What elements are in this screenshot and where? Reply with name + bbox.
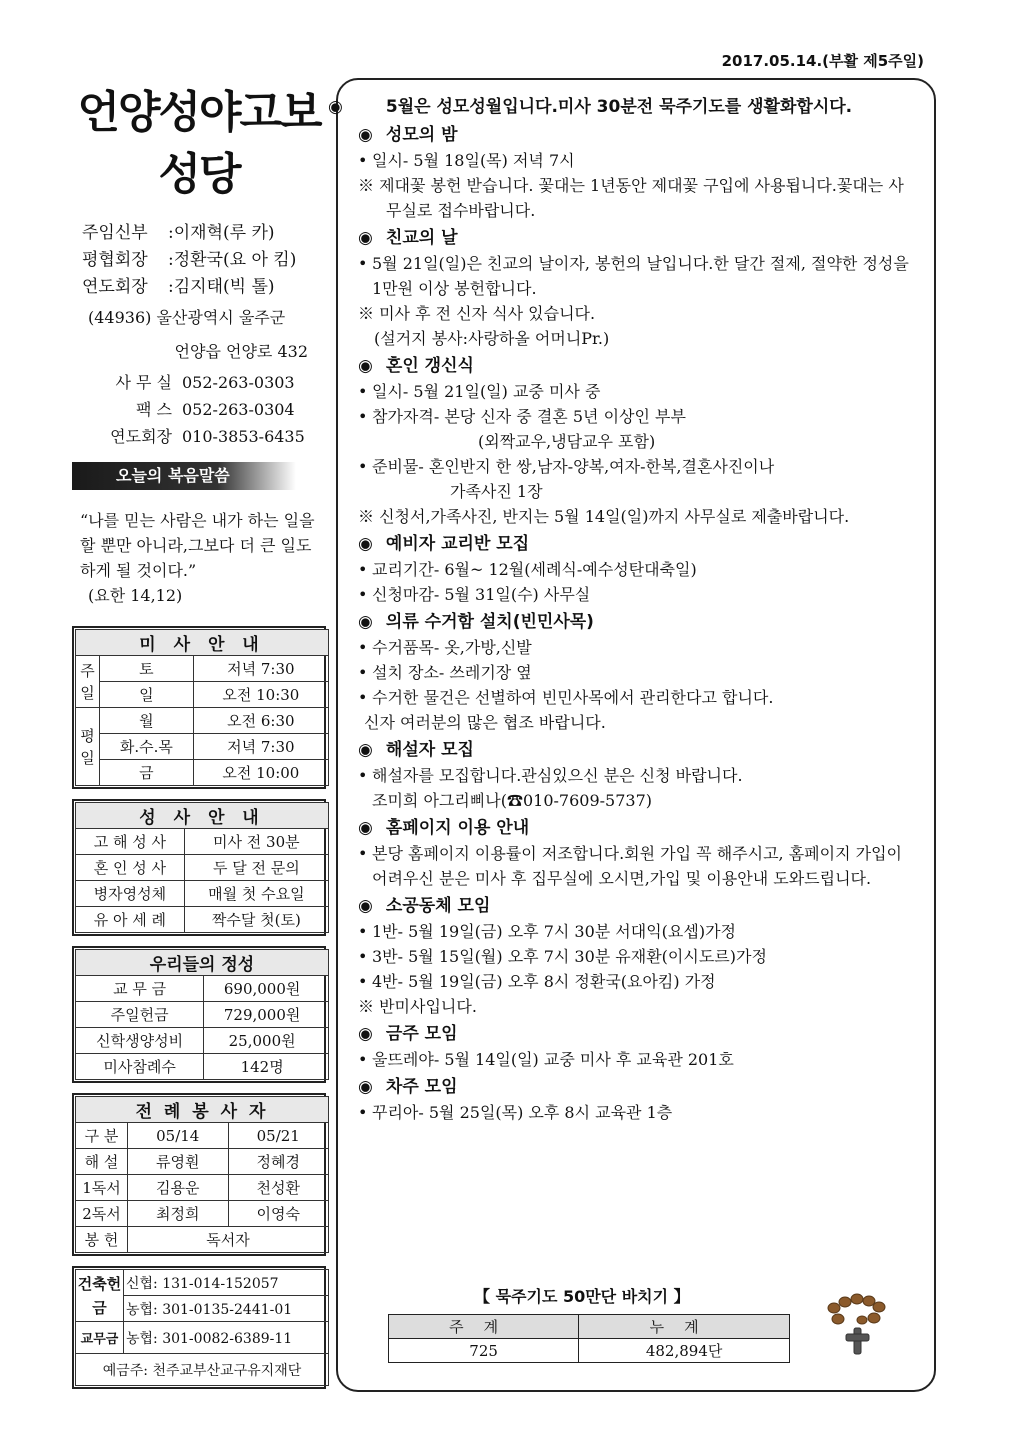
mass-day: 화.수.목 [100, 734, 194, 760]
server-name: 류영훤 [128, 1149, 229, 1175]
section-title [358, 893, 918, 919]
table-row [76, 1322, 329, 1354]
table-row [76, 734, 329, 760]
sacrament-name: 유 아 세 례 [76, 907, 185, 933]
table-row [76, 708, 329, 734]
contact-label: 연도회장 [110, 427, 172, 446]
rosary-icon [824, 1292, 890, 1358]
note: ※ 신청서,가족사진, 반지는 5월 14일(일)까지 사무실로 제출바랍니다. [358, 507, 850, 526]
mass-time: 저녁 7:30 [193, 656, 328, 682]
list-item-text: 꾸리아- 5월 25일(목) 오후 8시 교육관 1층 [372, 1103, 673, 1122]
offering-name: 미사참례수 [76, 1054, 204, 1080]
contact-label: 팩 스 [136, 400, 172, 419]
sacrament-name: 병자영성체 [76, 881, 185, 907]
address-line2: 언양읍 언양로 432 [174, 342, 308, 361]
section-title-text: 금주 모임 [385, 1024, 458, 1044]
list-item-text: 해설자를 모집합니다.관심있으신 분은 신청 바랍니다. [372, 766, 743, 785]
list-bullet-icon: • [358, 1103, 368, 1122]
table-row [76, 1123, 329, 1149]
section-title-text: 차주 모임 [385, 1077, 458, 1097]
list-bullet-icon: • [358, 560, 368, 579]
offering-name: 교 무 금 [76, 976, 204, 1002]
address-line1: (44936) 울산광역시 울주군 [88, 308, 286, 327]
staff-role: 연도회장 [82, 277, 148, 297]
list-item-continuation: (외짝교우,냉담교우 포함) [478, 432, 656, 451]
server-role: 1독서 [76, 1175, 128, 1201]
staff-role: 평협회장 [82, 250, 148, 270]
list-item-text: 일시- 5월 18일(목) 저녁 7시 [372, 151, 575, 170]
section-title [358, 225, 918, 251]
section-title [358, 353, 918, 379]
list-bullet-icon: • [358, 663, 368, 682]
section-bullet-icon: ◉ [358, 740, 373, 760]
headline-text: 5월은 성모성월입니다.미사 30분전 묵주기도를 생활화합시다. [385, 97, 853, 117]
contact-value: 052-263-0304 [182, 400, 295, 419]
dues-label: 교무금 [76, 1322, 124, 1354]
offering-amount: 690,000원 [204, 976, 329, 1002]
contact-person: 조미희 아그리삐나(☎010-7609-5737) [372, 791, 653, 810]
list-bullet-icon: • [358, 407, 368, 426]
account-holder: 예금주: 천주교부산교구유지재단 [76, 1354, 329, 1386]
servers-date: 05/14 [128, 1123, 229, 1149]
offering-amount: 25,000원 [204, 1028, 329, 1054]
contact-row [72, 423, 326, 450]
section-title [358, 531, 918, 557]
list-item [358, 454, 918, 479]
table-row [76, 881, 329, 907]
list-item-text: 참가자격- 본당 신자 중 결혼 5년 이상인 부부 [372, 407, 686, 426]
contact-row [72, 396, 326, 423]
table-row [76, 682, 329, 708]
servers-date: 05/21 [228, 1123, 329, 1149]
list-item-text: 설치 장소- 쓰레기장 옆 [372, 663, 532, 682]
table-row [76, 829, 329, 855]
list-item [358, 841, 918, 891]
list-item [358, 1047, 918, 1072]
list-item [358, 919, 918, 944]
list-item-continuation: 가족사진 1장 [450, 482, 543, 501]
list-item-text: 일시- 5월 21일(일) 교중 미사 중 [372, 382, 601, 401]
gospel-header: 오늘의 복음말씀 [72, 462, 296, 490]
servers-header-label: 구 분 [76, 1123, 128, 1149]
list-bullet-icon: • [358, 457, 368, 476]
rosary-total-value: 482,894단 [579, 1339, 790, 1363]
list-item [358, 557, 918, 582]
table-row [76, 1149, 329, 1175]
list-item-text: 5월 21일(일)은 친교의 날이자, 봉헌의 날입니다.한 달간 절제, 절약한 정성을 1만원 이상 봉헌합니다. [372, 254, 909, 298]
list-item [358, 763, 918, 788]
list-item-text: 교리기간- 6월~ 12월(세례식-예수성탄대축일) [372, 560, 697, 579]
offering-table [72, 946, 326, 1083]
table-row [76, 907, 329, 933]
table-row [76, 1354, 329, 1386]
list-item [358, 635, 918, 660]
list-bullet-icon: • [358, 844, 368, 863]
list-item-text: 신청마감- 5월 31일(수) 사무실 [372, 585, 591, 604]
rosary-title: 【 묵주기도 50만단 바치기 】 [474, 1287, 690, 1306]
list-item [358, 404, 918, 429]
note: ※ 미사 후 전 신자 식사 있습니다. [358, 304, 596, 323]
section-title-text: 소공동체 모임 [385, 896, 491, 916]
mass-time: 오전 10:00 [193, 760, 328, 786]
list-item [358, 251, 918, 301]
table-row [76, 760, 329, 786]
list-bullet-icon: • [358, 766, 368, 785]
offering-name: 주일헌금 [76, 1002, 204, 1028]
staff-name: :이재혁(루 카) [168, 223, 275, 243]
mass-time: 오전 6:30 [193, 708, 328, 734]
parish-name-line2: 성당 [158, 149, 240, 200]
section-bullet-icon: ◉ [358, 818, 373, 838]
mass-group-sunday: 주일 [76, 656, 100, 708]
server-name: 천성환 [228, 1175, 329, 1201]
table-row [76, 1175, 329, 1201]
sacrament-info: 두 달 전 문의 [184, 855, 328, 881]
gospel-text: “나를 믿는 사람은 내가 하는 일을 할 뿐만 아니라,그보다 더 큰 일도 하게 될 것이다.” [80, 511, 315, 580]
sacrament-name: 혼 인 성 사 [76, 855, 185, 881]
account-number: 농협: 301-0082-6389-11 [124, 1322, 329, 1354]
contact-row [72, 369, 326, 396]
table-row [76, 1270, 329, 1296]
server-name: 김용운 [128, 1175, 229, 1201]
section-title [358, 122, 918, 148]
list-bullet-icon: • [358, 1050, 368, 1069]
table-row [76, 1002, 329, 1028]
table-row [389, 1339, 790, 1363]
sacrament-name: 고 해 성 사 [76, 829, 185, 855]
servers-title: 전 례 봉 사 자 [76, 1097, 329, 1123]
mass-day: 토 [100, 656, 194, 682]
list-item [358, 1100, 918, 1125]
table-row [76, 855, 329, 881]
account-table [72, 1266, 326, 1389]
list-bullet-icon: • [358, 922, 368, 941]
section-bullet-icon: ◉ [358, 612, 373, 632]
section-bullet-icon: ◉ [328, 97, 343, 117]
staff-row [72, 247, 326, 274]
server-name: 최정희 [128, 1201, 229, 1227]
mass-schedule-table [72, 626, 326, 789]
list-item [358, 660, 918, 685]
list-item [358, 969, 918, 994]
server-role: 봉 헌 [76, 1227, 128, 1253]
table-row [76, 656, 329, 682]
rosary-table [388, 1314, 790, 1363]
list-item-text: 4반- 5월 19일(금) 오후 8시 정환국(요아킴) 가정 [372, 972, 716, 991]
note: ※ 반미사입니다. [358, 997, 477, 1016]
contact-label: 사 무 실 [115, 373, 172, 392]
section-title-text: 의류 수거함 설치(빈민사목) [385, 612, 594, 632]
section-title [358, 737, 918, 763]
mass-day: 금 [100, 760, 194, 786]
list-item [358, 582, 918, 607]
list-item-text: 1반- 5월 19일(금) 오후 7시 30분 서대익(요셉)가정 [372, 922, 736, 941]
sacrament-table [72, 799, 326, 936]
list-item [358, 379, 918, 404]
staff-name: :김지태(빅 톨) [168, 277, 275, 297]
list-item [358, 944, 918, 969]
list-bullet-icon: • [358, 254, 368, 273]
mass-day: 월 [100, 708, 194, 734]
section-bullet-icon: ◉ [358, 356, 373, 376]
table-row [76, 1227, 329, 1253]
list-item-text: 수거한 물건은 선별하여 빈민사목에서 관리한다고 합니다. [372, 688, 774, 707]
contact-value: 010-3853-6435 [182, 427, 305, 446]
list-item [358, 148, 918, 173]
address [72, 301, 326, 369]
parish-name-line1: 언양성야고보 [77, 87, 321, 138]
notice-panel [328, 78, 936, 1392]
list-item-text: 본당 홈페이지 이용률이 저조합니다.회원 가입 꼭 해주시고, 홈페이지 가입이 어려우신 분은 미사 후 집무실에 오시면,가입 및 이용안내 도와드립니다. [372, 844, 902, 888]
list-bullet-icon: • [358, 972, 368, 991]
gospel-quote [72, 508, 326, 608]
staff-row [72, 274, 326, 301]
list-bullet-icon: • [358, 151, 368, 170]
list-item-text: 울뜨레야- 5월 14일(일) 교중 미사 후 교육관 201호 [372, 1050, 734, 1069]
section-title-text: 혼인 갱신식 [385, 356, 474, 376]
mass-day: 일 [100, 682, 194, 708]
list-item [358, 685, 918, 710]
offering-amount: 142명 [204, 1054, 329, 1080]
server-name: 독서자 [128, 1227, 329, 1253]
table-row [76, 1054, 329, 1080]
table-row [76, 1201, 329, 1227]
sacrament-title: 성 사 안 내 [76, 803, 329, 829]
table-row [76, 1028, 329, 1054]
gospel-reference: (요한 14,12) [88, 586, 183, 605]
table-row [76, 976, 329, 1002]
server-role: 해 설 [76, 1149, 128, 1175]
section-title-text: 친교의 날 [385, 228, 458, 248]
staff-role: 주임신부 [82, 223, 148, 243]
list-bullet-icon: • [358, 638, 368, 657]
left-column [72, 82, 326, 1389]
section-title-text: 예비자 교리반 모집 [385, 534, 530, 554]
section-title-text: 해설자 모집 [385, 740, 474, 760]
account-number: 농협: 301-0135-2441-01 [124, 1296, 329, 1322]
section-bullet-icon: ◉ [358, 125, 373, 145]
server-name: 정혜경 [228, 1149, 329, 1175]
section-bullet-icon: ◉ [358, 1077, 373, 1097]
bulletin-date: 2017.05.14.(부활 제5주일) [721, 52, 924, 70]
rosary-week-value: 725 [389, 1339, 579, 1363]
staff-row [72, 220, 326, 247]
mass-time: 저녁 7:30 [193, 734, 328, 760]
sacrament-info: 미사 전 30분 [184, 829, 328, 855]
list-item-text: 준비물- 혼인반지 한 쌍,남자-양복,여자-한복,결혼사진이나 [372, 457, 775, 476]
building-fund-label: 건축헌금 [76, 1270, 124, 1322]
liturgy-servers-table [72, 1093, 326, 1256]
account-number: 신협: 131-014-152057 [124, 1270, 329, 1296]
sacrament-info: 매월 첫 수요일 [184, 881, 328, 907]
list-item-continuation: 신자 여러분의 많은 협조 바랍니다. [364, 713, 606, 732]
server-role: 2독서 [76, 1201, 128, 1227]
list-item-text: 3반- 5월 15일(월) 오후 7시 30분 유재환(이시도르)가정 [372, 947, 767, 966]
rosary-total-header: 누계 [579, 1315, 790, 1339]
section-title-text: 성모의 밤 [385, 125, 458, 145]
section-bullet-icon: ◉ [358, 228, 373, 248]
section-bullet-icon: ◉ [358, 534, 373, 554]
contact-value: 052-263-0303 [182, 373, 295, 392]
section-title [358, 1021, 918, 1047]
server-name: 이영숙 [228, 1201, 329, 1227]
section-bullet-icon: ◉ [358, 1024, 373, 1044]
list-bullet-icon: • [358, 382, 368, 401]
note: ※ 제대꽃 봉헌 받습니다. 꽃대는 1년동안 제대꽃 구입에 사용됩니다.꽃대는 사무실로 접수바랍니다. [358, 176, 904, 220]
section-bullet-icon: ◉ [358, 896, 373, 916]
mass-group-weekday: 평일 [76, 708, 100, 786]
offering-title: 우리들의 정성 [76, 950, 329, 976]
mass-title: 미 사 안 내 [76, 630, 329, 656]
offering-name: 신학생양성비 [76, 1028, 204, 1054]
rosary-week-header: 주계 [389, 1315, 579, 1339]
sacrament-info: 짝수달 첫(토) [184, 907, 328, 933]
table-row [389, 1315, 790, 1339]
list-bullet-icon: • [358, 585, 368, 604]
headline-notice [328, 94, 918, 120]
section-title-text: 홈페이지 이용 안내 [385, 818, 530, 838]
parish-name [72, 82, 326, 206]
section-title [358, 815, 918, 841]
offering-amount: 729,000원 [204, 1002, 329, 1028]
contact-list [72, 369, 326, 450]
staff-list [72, 220, 326, 301]
list-item-text: 수거품목- 옷,가방,신발 [372, 638, 532, 657]
staff-name: :정환국(요 아 킴) [168, 250, 297, 270]
list-bullet-icon: • [358, 688, 368, 707]
mass-time: 오전 10:30 [193, 682, 328, 708]
list-bullet-icon: • [358, 947, 368, 966]
section-title [358, 609, 918, 635]
section-title [358, 1074, 918, 1100]
note-continuation: (설거지 봉사:사랑하올 어머니Pr.) [374, 329, 610, 348]
